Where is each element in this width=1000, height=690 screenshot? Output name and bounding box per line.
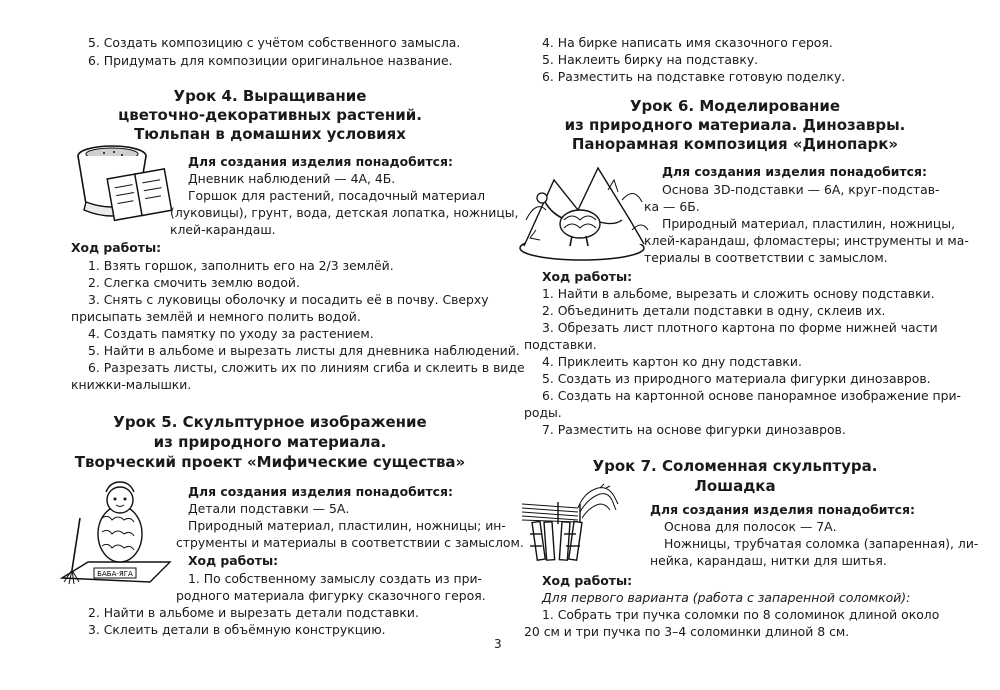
lesson6-needs-heading: Для создания изделия понадобится: (662, 164, 927, 179)
text-line: Природный материал, пластилин, ножницы, (662, 216, 956, 231)
text-line: 5. Создать композицию с учётом собственного замысла. (88, 35, 461, 50)
lesson5-title-2: из природного материала. (153, 433, 387, 451)
flower-pot-illustration (68, 134, 180, 240)
lesson7-variant: Для первого варианта (работа с запаренной соломкой): (542, 590, 911, 605)
text-line: 3. Склеить детали в объёмную конструкцию. (88, 622, 386, 637)
lesson4-title-2: цветочно-декоративных растений. (118, 106, 422, 124)
lesson7-needs-heading: Для создания изделия понадобится: (650, 502, 915, 517)
lesson5-title-1: Урок 5. Скульптурное изображение (113, 413, 427, 431)
lesson4-title-3: Тюльпан в домашних условиях (134, 125, 406, 143)
text-line: 2. Объединить детали подставки в одну, склеив их. (542, 303, 886, 318)
lesson4-steps-heading: Ход работы: (71, 240, 162, 255)
text-line: 1. Взять горшок, заполнить его на 2/3 землёй. (88, 258, 394, 273)
text-line: 2. Слегка смочить землю водой. (88, 275, 300, 290)
text-line: 1. По собственному замыслу создать из при- (188, 571, 482, 586)
text-line: 3. Обрезать лист плотного картона по форме нижней части (542, 320, 938, 335)
lesson4-needs-heading: Для создания изделия понадобится: (188, 154, 453, 169)
text-line: роды. (524, 405, 562, 420)
text-line: Ножницы, трубчатая соломка (запаренная), ли- (664, 536, 979, 551)
page-number: 3 (494, 637, 502, 651)
text-line: Природный материал, пластилин, ножницы; ин- (188, 518, 506, 533)
text-line: 7. Разместить на основе фигурки динозавров. (542, 422, 846, 437)
text-line: 1. Найти в альбоме, вырезать и сложить основу подставки. (542, 286, 935, 301)
text-line: (луковицы), грунт, вода, детская лопатка, ножницы, (170, 205, 519, 220)
text-line: 6. Разместить на подставке готовую поделку. (542, 69, 846, 84)
lesson5-needs-heading: Для создания изделия понадобится: (188, 484, 453, 499)
text-line: Детали подставки — 5А. (188, 501, 350, 516)
text-line: 5. Создать из природного материала фигурки динозавров. (542, 371, 931, 386)
text-line: 4. Приклеить картон ко дну подставки. (542, 354, 802, 369)
text-line: книжки-малышки. (71, 377, 192, 392)
lesson5-steps-heading: Ход работы: (188, 553, 279, 568)
text-line: подставки. (524, 337, 597, 352)
text-line: струменты и материалы в соответствии с замыслом. (176, 535, 524, 550)
text-line: 5. Наклеить бирку на подставку. (542, 52, 759, 67)
text-line: 6. Разрезать листы, сложить их по линиям сгиба и склеить в виде (88, 360, 525, 375)
text-line: Основа для полосок — 7А. (664, 519, 837, 534)
text-line: 6. Создать на картонной основе панорамное изображение при- (542, 388, 962, 403)
straw-horse-illustration (518, 482, 626, 574)
text-line: Основа 3D-подставки — 6А, круг-подстав- (662, 182, 940, 197)
text-line: Дневник наблюдений — 4А, 4Б. (188, 171, 396, 186)
text-line: нейка, карандаш, нитки для шитья. (650, 553, 887, 568)
text-line: 4. На бирке написать имя сказочного героя. (542, 35, 833, 50)
text-line: 3. Снять с луковицы оболочку и посадить её в почву. Сверху (88, 292, 489, 307)
lesson6-title-2: из природного материала. Динозавры. (564, 116, 906, 134)
text-line: териалы в соответствии с замыслом. (644, 250, 888, 265)
text-line: 1. Собрать три пучка соломки по 8 соломинок длиной около (542, 607, 940, 622)
text-line: родного материала фигурку сказочного героя. (176, 588, 486, 603)
lesson5-title-3: Творческий проект «Мифические существа» (74, 453, 466, 471)
text-line: 6. Придумать для композиции оригинальное название. (88, 53, 453, 68)
text-line: Горшок для растений, посадочный материал (188, 188, 486, 203)
dinopark-illustration (512, 160, 662, 264)
text-line: присыпать землёй и немного полить водой. (71, 309, 361, 324)
text-line: клей-карандаш, фломастеры; инструменты и ма- (644, 233, 969, 248)
lesson4-title-1: Урок 4. Выращивание (173, 87, 367, 105)
text-line: 20 см и три пучка по 3–4 соломинки длиной 8 см. (524, 624, 850, 639)
lesson6-title-1: Урок 6. Моделирование (629, 97, 841, 115)
text-line: ка — 6Б. (644, 199, 700, 214)
lesson7-title-1: Урок 7. Соломенная скульптура. (592, 457, 878, 475)
lesson6-steps-heading: Ход работы: (542, 269, 633, 284)
text-line: 4. Создать памятку по уходу за растением. (88, 326, 374, 341)
text-line: клей-карандаш. (170, 222, 276, 237)
lesson7-title-2: Лошадка (694, 477, 776, 495)
text-line: 5. Найти в альбоме и вырезать листы для дневника наблюдений. (88, 343, 520, 358)
lesson6-title-3: Панорамная композиция «Динопарк» (571, 135, 899, 153)
lesson7-steps-heading: Ход работы: (542, 573, 633, 588)
text-line: 2. Найти в альбоме и вырезать детали подставки. (88, 605, 419, 620)
sign-text: БАБА-ЯГА (97, 570, 133, 578)
baba-yaga-illustration (58, 478, 176, 592)
